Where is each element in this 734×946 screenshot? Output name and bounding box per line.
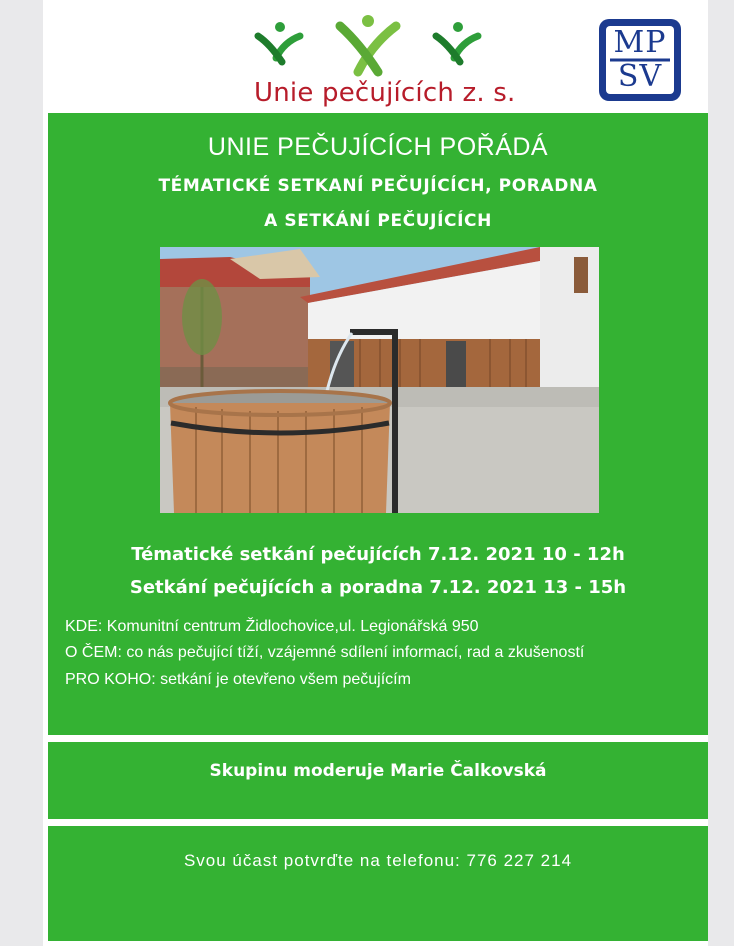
title-organizer: UNIE PEČUJÍCÍCH POŘÁDÁ	[207, 133, 549, 161]
moderator-panel	[48, 742, 708, 819]
unie-pecujicich-logo	[248, 14, 516, 108]
event-poradna-time: Setkání pečujících a poradna 7.12. 2021 13 - 15h	[129, 577, 627, 598]
figure-right-icon	[436, 36, 478, 62]
mpsv-top-text: MP	[613, 25, 667, 60]
confirm-panel	[48, 826, 708, 941]
title-line-3: A SETKÁNÍ PEČUJÍCÍCH	[264, 211, 492, 231]
title-line-2: TÉMATICKÉ SETKANÍ PEČUJÍCÍCH, PORADNA	[158, 176, 598, 196]
community-centre-photo	[160, 247, 599, 513]
event-panel	[48, 113, 708, 735]
figure-left-icon	[258, 36, 300, 62]
event-tematicke-time: Tématické setkání pečujících 7.12. 2021 10 - 12h	[131, 544, 625, 565]
info-about: O ČEM: co nás pečující tíží, vzájemné sdílení informací, rad a zkušeností	[65, 644, 585, 661]
figure-center-icon	[340, 26, 396, 72]
info-where: KDE: Komunitní centrum Židlochovice,ul. Legionářská 950	[65, 618, 479, 635]
mpsv-bottom-text: SV	[617, 59, 663, 94]
confirm-phone-text: Svou účast potvrďte na telefonu: 776 227 214	[183, 851, 573, 870]
header	[43, 0, 708, 112]
flyer-page	[43, 0, 708, 946]
mpsv-logo	[598, 18, 682, 102]
logo-text: Unie pečujících z. s.	[254, 78, 516, 108]
info-for-whom: PRO KOHO: setkání je otevřeno všem pečujícím	[65, 671, 411, 688]
moderator-text: Skupinu moderuje Marie Čalkovská	[209, 761, 547, 781]
